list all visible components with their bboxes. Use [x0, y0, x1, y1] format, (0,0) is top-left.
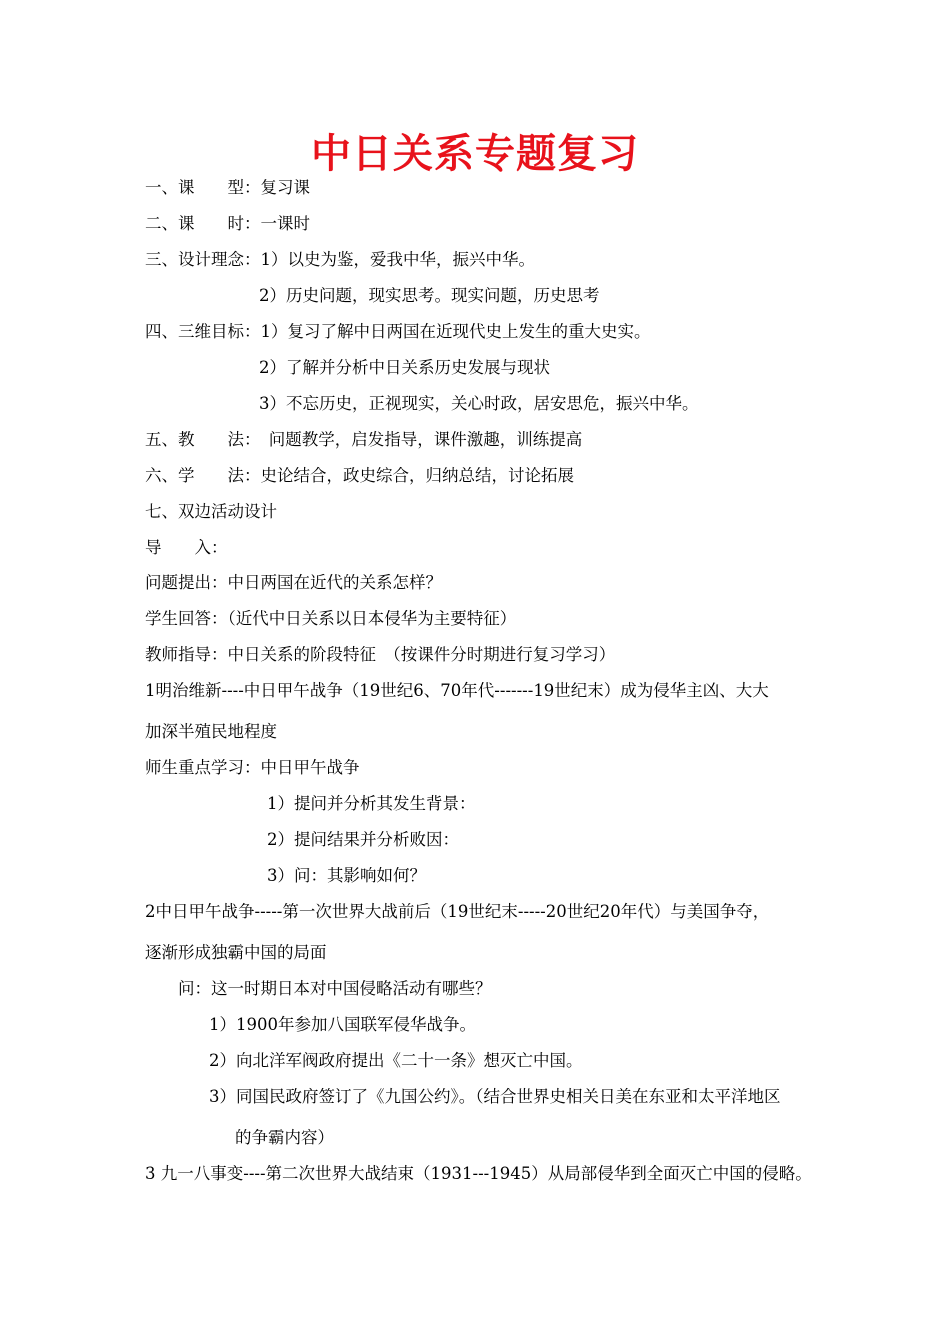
text-line: 1明治维新----中日甲午战争（19世纪6、70年代-------19世纪末）成为侵华主凶、大大	[145, 681, 769, 700]
text-line: 3）不忘历史，正视现实，关心时政，居安思危，振兴中华。	[259, 394, 699, 413]
text-line: 问：这一时期日本对中国侵略活动有哪些？	[178, 979, 492, 998]
text-line: 教师指导：中日关系的阶段特征 （按课件分时期进行复习学习）	[145, 645, 616, 664]
text-line: 2）提问结果并分析败因：	[267, 830, 459, 849]
text-line: 二、课 时：一课时	[145, 214, 310, 233]
text-line: 2）向北洋军阀政府提出《二十一条》想灭亡中国。	[209, 1051, 583, 1070]
text-line: 四、三维目标：1）复习了解中日两国在近现代史上发生的重大史实。	[145, 322, 651, 341]
text-line: 三、设计理念：1）以史为鉴，爱我中华，振兴中华。	[145, 250, 535, 269]
text-line: 的争霸内容）	[235, 1128, 334, 1147]
text-line: 3 九一八事变----第二次世界大战结束（1931---1945）从局部侵华到全面灭亡中国的侵略。	[145, 1164, 812, 1183]
text-line: 五、教 法： 问题教学，启发指导，课件激趣，训练提高	[145, 430, 583, 449]
text-line: 2）了解并分析中日关系历史发展与现状	[259, 358, 550, 377]
text-line: 1）1900年参加八国联军侵华战争。	[209, 1015, 476, 1034]
text-line: 导 入：	[145, 538, 228, 557]
text-line: 2中日甲午战争-----第一次世界大战前后（19世纪末-----20世纪20年代）与美国争夺，	[145, 902, 770, 921]
page-title: 中日关系专题复习	[311, 131, 639, 177]
text-line: 3）问：其影响如何？	[267, 866, 426, 885]
text-line: 1）提问并分析其发生背景：	[267, 794, 476, 813]
text-line: 逐渐形成独霸中国的局面	[145, 943, 327, 962]
text-line: 学生回答：（近代中日关系以日本侵华为主要特征）	[145, 609, 517, 628]
text-line: 六、学 法：史论结合，政史综合，归纳总结，讨论拓展	[145, 466, 574, 485]
text-line: 2）历史问题，现实思考。现实问题，历史思考	[259, 286, 600, 305]
text-line: 问题提出：中日两国在近代的关系怎样？	[145, 573, 442, 592]
text-line: 3）同国民政府签订了《九国公约》。（结合世界史相关日美在东亚和太平洋地区	[209, 1087, 781, 1106]
text-line: 七、双边活动设计	[145, 502, 277, 521]
text-line: 师生重点学习：中日甲午战争	[145, 758, 360, 777]
text-line: 加深半殖民地程度	[145, 722, 277, 741]
text-line: 一、课 型：复习课	[145, 178, 310, 197]
